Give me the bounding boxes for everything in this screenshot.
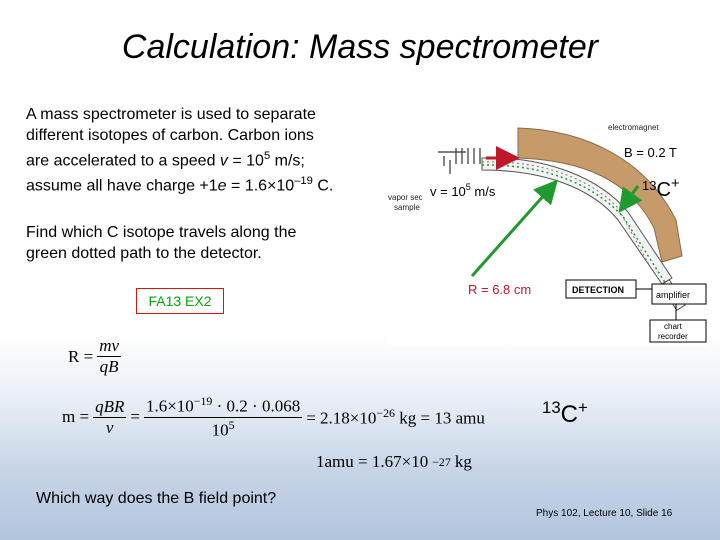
eq1-lhs: R = bbox=[68, 346, 94, 366]
b-field-label: B = 0.2 T bbox=[624, 145, 677, 160]
eq2-frac1-numerator: qBR bbox=[95, 396, 125, 416]
detection-label: DETECTION bbox=[572, 285, 625, 295]
intro-text bbox=[26, 104, 371, 197]
charge-symbol: e bbox=[217, 177, 227, 195]
amu-equation bbox=[316, 452, 472, 472]
intro-line-2: different isotopes of carbon. Carbon ions bbox=[26, 127, 314, 144]
recorder-label-1: chart bbox=[664, 322, 682, 331]
result-ion-charge: + bbox=[578, 398, 588, 417]
amplifier-label: amplifier bbox=[656, 290, 691, 300]
eq1-fraction bbox=[97, 336, 121, 377]
result-ion-elem: C bbox=[560, 401, 579, 428]
vapor-label-1: vapor sec bbox=[388, 193, 423, 202]
ion-label-elem: C bbox=[656, 179, 671, 201]
eq2-frac1-denominator: v bbox=[105, 417, 114, 437]
mass-equation bbox=[62, 394, 485, 440]
eq1-numerator: mv bbox=[99, 336, 120, 355]
ion-label-mass: 13 bbox=[642, 178, 657, 193]
radius-equation bbox=[68, 336, 121, 377]
vapor-label-2: sample bbox=[394, 203, 420, 212]
ion-label-charge: + bbox=[670, 175, 680, 192]
intro-line-3-c: m/s; bbox=[270, 152, 305, 170]
task-line-1: Find which C isotope travels along the bbox=[26, 224, 297, 241]
exam-tag: FA13 EX2 bbox=[136, 288, 224, 314]
intro-line-3-b: = 10 bbox=[227, 152, 264, 170]
eq2-frac2-num-a: 1.6×10 bbox=[145, 396, 194, 416]
intro-line-4-a: assume all have charge +1 bbox=[26, 177, 218, 195]
eq2-fraction-2 bbox=[144, 394, 302, 440]
eq3-exp: −27 bbox=[432, 454, 451, 469]
intro-line-4-c: C. bbox=[312, 177, 334, 195]
mass-spectrometer-diagram bbox=[386, 100, 708, 346]
eq2-lhs: m = bbox=[62, 407, 90, 427]
speed-exponent: 5 bbox=[263, 150, 271, 162]
intro-line-4 bbox=[26, 171, 371, 196]
recorder-label-2: recorder bbox=[658, 332, 688, 341]
eq2-fraction-1 bbox=[93, 397, 126, 438]
eq1-denominator: qB bbox=[99, 357, 119, 376]
eq2-result-b: kg = 13 amu bbox=[395, 408, 485, 428]
task-text bbox=[26, 222, 371, 264]
eq2-result bbox=[306, 406, 485, 429]
speed-label bbox=[430, 182, 496, 199]
eq2-result-exp: −26 bbox=[376, 405, 396, 420]
eq2-frac2-num-b: · 0.2 · 0.068 bbox=[212, 396, 301, 416]
eq2-frac2-denominator bbox=[144, 418, 302, 441]
charge-exponent: –19 bbox=[294, 175, 313, 188]
slide-footer: Phys 102, Lecture 10, Slide 16 bbox=[536, 508, 673, 519]
intro-line-4-b: = 1.6×10 bbox=[226, 177, 295, 195]
eq2-frac2-den-exp: 5 bbox=[228, 417, 235, 432]
slide-title: Calculation: Mass spectrometer bbox=[121, 28, 599, 66]
eq2-frac2-num-exp: −19 bbox=[193, 394, 213, 408]
task-line-2: green dotted path to the detector. bbox=[26, 245, 262, 262]
eq2-result-a: = 2.18×10 bbox=[306, 408, 377, 428]
eq3-a: 1amu = 1.67×10 bbox=[316, 452, 429, 471]
electromagnet-label: electromagnet bbox=[608, 123, 659, 132]
speed-label-b: m/s bbox=[470, 184, 496, 199]
eq2-equals: = bbox=[130, 407, 140, 427]
speed-symbol: v bbox=[219, 152, 228, 170]
eq2-frac2-den-a: 10 bbox=[211, 420, 229, 440]
result-ion-label bbox=[542, 398, 588, 429]
result-ion-mass: 13 bbox=[542, 398, 561, 417]
intro-line-3 bbox=[26, 146, 371, 171]
radius-label: R = 6.8 cm bbox=[468, 282, 532, 297]
intro-line-1: A mass spectrometer is used to separate bbox=[26, 106, 316, 123]
speed-label-a: v = 10 bbox=[430, 184, 466, 199]
eq2-frac2-numerator bbox=[144, 394, 302, 418]
speed-label-exp: 5 bbox=[465, 182, 471, 192]
eq3-b: kg bbox=[454, 452, 472, 471]
intro-line-3-a: are accelerated to a speed bbox=[26, 152, 220, 170]
question-text: Which way does the B field point? bbox=[36, 490, 277, 507]
